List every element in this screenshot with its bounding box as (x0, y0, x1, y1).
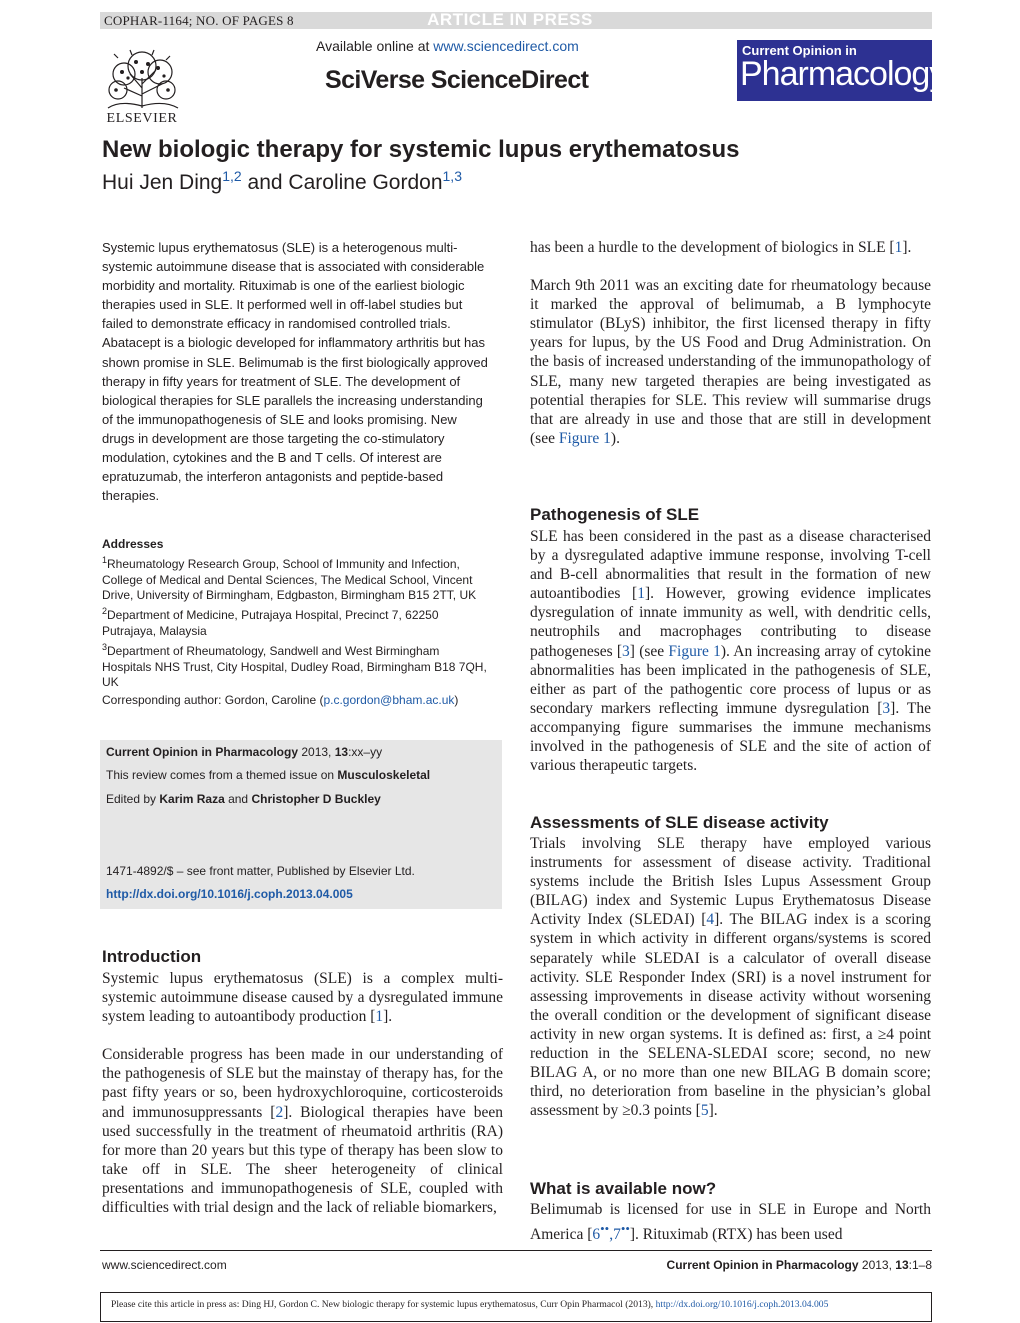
info-theme: Musculoskeletal (337, 768, 431, 782)
citation-link[interactable]: 1 (375, 1008, 384, 1026)
citation-doi-link[interactable]: http://dx.doi.org/10.1016/j.coph.2013.04.005 (655, 1299, 829, 1310)
author-conjunction: and (241, 171, 289, 194)
journal-logo-main: Pharmacology (740, 55, 946, 93)
assessments-body (530, 834, 931, 1139)
citation-link[interactable]: 4 (706, 911, 715, 929)
introduction-body (102, 969, 503, 1236)
info-box (100, 740, 502, 909)
author-name: Hui Jen Ding (102, 171, 223, 194)
figure-link[interactable]: Figure 1 (668, 642, 721, 660)
info-pages: :xx–yy (348, 745, 383, 759)
corresponding-email-link[interactable]: p.c.gordon@bham.ac.uk (323, 693, 455, 707)
citation-link[interactable]: 1 (894, 239, 903, 256)
journal-logo-top: Current Opinion in (742, 43, 857, 58)
footer-pages: :1–8 (908, 1258, 932, 1272)
abstract (102, 238, 492, 505)
footer-journal: Current Opinion in Pharmacology (666, 1258, 859, 1272)
info-theme-line (106, 767, 430, 783)
paragraph: has been a hurdle to the development of biologics in SLE [1]. (530, 239, 912, 256)
footer-volume: 13 (895, 1258, 909, 1272)
footer-year: 2013, (858, 1258, 896, 1272)
corresponding-close: ) (454, 693, 459, 707)
info-edited-prefix: Edited by (106, 792, 160, 806)
available-now-body (530, 1200, 931, 1263)
citation-link[interactable]: 1 (637, 585, 645, 603)
info-and: and (224, 792, 252, 806)
address-sup: 2 (102, 606, 108, 617)
address-text: Department of Rheumatology, Sandwell and West Birmingham Hospitals NHS Trust, City Hospital, Dudley Road, Birmingham B18 7QH, UK (102, 643, 487, 690)
author-list (102, 168, 462, 195)
footer-journal-info (600, 1258, 932, 1272)
info-editor: Karim Raza (159, 792, 225, 806)
available-online (316, 38, 579, 54)
info-editors-line (106, 791, 381, 807)
info-volume: 13 (334, 745, 349, 759)
info-issn: 1471-4892/$ – see front matter, Published by Elsevier Ltd. (106, 864, 415, 878)
paragraph: Systemic lupus erythematosus (SLE) is a complex multi-systemic autoimmune disease caused by a dysregulated immune system leading to autoantibody production [1]. (102, 970, 503, 1026)
paragraph: Belimumab is licensed for use in SLE in Europe and North America [6••,7••]. Rituximab (RTX) has been used (530, 1201, 931, 1244)
abstract-text: Systemic lupus erythematosus (SLE) is a heterogenous multi-systemic autoimmune disease that is associated with considerable morbidity and mortality. Rituximab is one of the earliest biologic therapies used in SLE. It performed well in off-label studies but failed to demonstrate efficacy in randomised controlled trials. Abatacept is a biologic developed for inflammatory arthritis but has shown promise in SLE. Belimumab is the first biologically approved therapy in fifty years for treatment of SLE. The development of biological therapies for SLE parallels the increasing understanding of the immunopathogenesis of SLE and looks promising. New drugs in development are those targeting the co-stimulatory modulation, cytokines and the B and T cells. Of interest are epratuzumab, the interferon antagonists and peptide-based therapies. (102, 240, 488, 504)
section-heading-assessments: Assessments of SLE disease activity (530, 813, 829, 832)
journal-logo (737, 40, 946, 101)
citation-link[interactable]: 5 (700, 1102, 709, 1120)
paragraph: Trials involving SLE therapy have employed various instruments for assessment of disease activity. Traditional systems include the British Isles Lupus Assessment Group (BILAG) index and Systemic Lupus Erythematosus Disease Activity Index (SLEDAI) [4]. The BILAG index is a scoring system in which activity in different organs/systems is scored separately while SLEDAI is a calculator of overall disease activity. SLE Responder Index (SRI) is a novel instrument for assessing improvements in disease activity without worsening the overall condition or the development of significant disease activity in new organ systems. It is defined as: first, a ≥4 point reduction in the SELENA-SLEDAI score; second, no new BILAG A, or no more than one new BILAG B domain score; third, no deterioration from baseline in the physician’s global assessment by ≥0.3 points [5]. (530, 835, 931, 1120)
addresses (102, 537, 492, 691)
section-heading-available-now: What is available now? (530, 1179, 717, 1198)
info-year: 2013, (298, 745, 335, 759)
corresponding-author (102, 692, 492, 708)
address-sup: 1 (102, 554, 108, 565)
author-name: Caroline Gordon (288, 171, 443, 194)
author-affiliation-sup[interactable]: 1,2 (222, 168, 242, 184)
info-journal-line (106, 744, 382, 760)
corresponding-label: Corresponding author: Gordon, Caroline ( (102, 693, 324, 707)
citation-link[interactable]: 2 (275, 1103, 284, 1121)
citation-link[interactable]: 6••,7•• (592, 1221, 630, 1244)
paragraph: March 9th 2011 was an exciting date for rheumatology because it marked the approval of belimumab, a B lymphocyte stimulator (BLyS) inhibitor, the first licensed therapy in fifty years for lupus, by the US Food and Drug Administration. On the basis of increased understanding of the immunopathology of SLE, many new targeted therapies are being investigated as potential therapies for SLE. This review will summarise drugs that are already in use and those that are still in development (see Figure 1). (530, 277, 931, 447)
figure-link[interactable]: Figure 1 (558, 429, 611, 447)
footer-site: www.sciencedirect.com (102, 1258, 227, 1272)
citation-prefix: Please cite this article in press as: Ding HJ, Gordon C. New biologic therapy for systemic lupus erythematosus, Curr Opin Pharmacol (2013), (111, 1299, 656, 1310)
addresses-heading: Addresses (102, 537, 164, 551)
article-in-press-banner: ARTICLE IN PRESS (427, 10, 593, 29)
info-journal: Current Opinion in Pharmacology (106, 745, 299, 759)
address-text: Rheumatology Research Group, School of Immunity and Infection, College of Medical and Dental Sciences, The Medical School, Vincent Drive, University of Birmingham, Edgbaston, Birmingham B15 2TT, UK (102, 556, 477, 603)
section-heading-introduction: Introduction (102, 947, 202, 966)
article-id: COPHAR-1164; NO. OF PAGES 8 (104, 13, 294, 28)
article-title: New biologic therapy for systemic lupus erythematosus (102, 136, 740, 163)
info-doi-link[interactable]: http://dx.doi.org/10.1016/j.coph.2013.04.005 (106, 887, 353, 901)
address-sup: 3 (102, 641, 108, 652)
pathogenesis-body (530, 527, 931, 794)
address-item (102, 604, 492, 640)
author-affiliation-sup[interactable]: 1,3 (442, 168, 462, 184)
address-item (102, 640, 492, 691)
citation-link[interactable]: 3 (622, 642, 630, 660)
citation-text (111, 1299, 828, 1310)
address-item (102, 553, 492, 604)
info-theme-prefix: This review comes from a themed issue on (106, 768, 338, 782)
sciencedirect-link[interactable]: www.sciencedirect.com (433, 38, 579, 54)
section-heading-pathogenesis: Pathogenesis of SLE (530, 505, 700, 524)
introduction-continued (530, 238, 931, 467)
citation-box (100, 1292, 932, 1322)
citation-link[interactable]: 3 (882, 699, 891, 717)
paragraph: SLE has been considered in the past as a disease characterised by a dysregulated adaptive immune response, involving T-cell and B-cell abnormalities that result in the formation of new autoantibodies [1]. However, growing evidence implicates dysregulation of innate immunity as well, with dendritic cells, neutrophils and macrophages contributing to disease pathogeneses [3] (see Figure 1). An increasing array of cytokine abnormalities has been implicated in the pathogenesis of SLE, either as part of the pathogentic core process of lupus or as secondary markers reflecting immune dysregulation [3]. The accompanying figure summarises the immune mechanisms involved in the pathogenesis of SLE and the site of action of various therapeutic targets. (530, 528, 931, 775)
footer-divider (100, 1250, 932, 1251)
info-editor: Christopher D Buckley (251, 792, 381, 806)
available-online-label: Available online at (316, 38, 434, 54)
address-text: Department of Medicine, Putrajaya Hospital, Precinct 7, 62250 Putrajaya, Malaysia (102, 608, 439, 638)
sciverse-logo-text: SciVerse ScienceDirect (325, 66, 589, 94)
paragraph: Considerable progress has been made in our understanding of the pathogenesis of SLE but the mainstay of therapy has, for the past fifty years or so, been hydroxychloroquine, corticosteroids and immunosuppressants [2]. Biological therapies have been used successfully in the treatment of rheumatoid arthritis (RA) for more than 20 years but this type of therapy has been slow to take off in SLE. The sheer heterogeneity of clinical presentations and immunopathogenesis of SLE, coupled with difficulties with trial design and the lack of reliable biomarkers, (102, 1046, 503, 1217)
publisher-name: ELSEVIER (106, 111, 178, 126)
